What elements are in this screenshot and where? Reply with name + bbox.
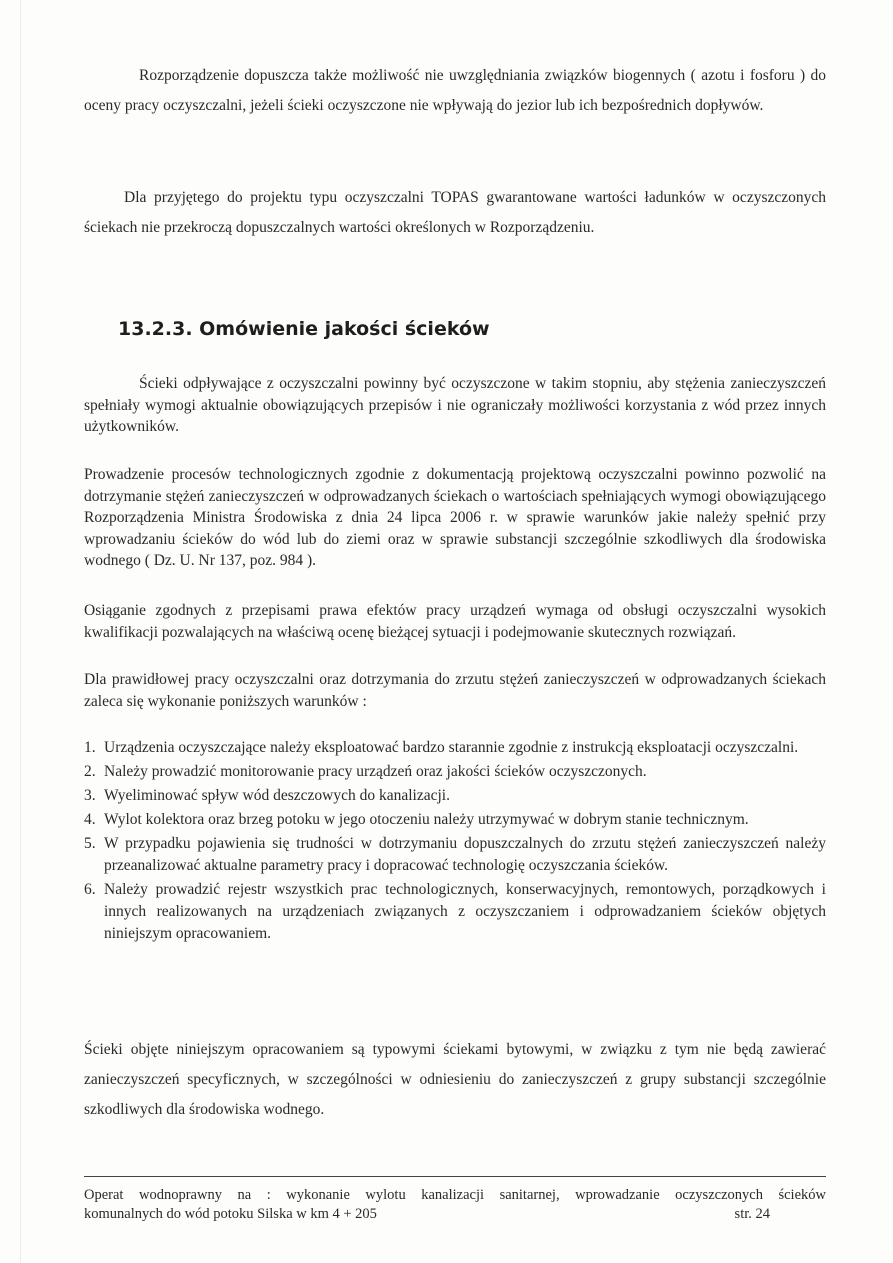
list-item-text: Wylot kolektora oraz brzeg potoku w jego otoczeniu należy utrzymywać w dobrym stanie technicznym. <box>104 811 749 828</box>
list-item <box>84 785 826 807</box>
list-item-text: W przypadku pojawienia się trudności w dotrzymaniu dopuszczalnych do zrzutu stężeń zanieczyszczeń należy przeanalizować aktualne parametry pracy i dopracować technologię oczyszczania ścieków. <box>104 835 826 874</box>
paragraph-processes: Prowadzenie procesów technologicznych zgodnie z dokumentacją projektową oczyszczalni powinno pozwolić na dotrzymanie stężeń zanieczyszczeń w odprowadzanych ściekach o wartościach spełniających wymogi obowiązującego Rozporządzenia Ministra Środowiska z dnia 24 lipca 2006 r. w sprawie warunków jakie należy spełnić przy wprowadzaniu ścieków do wód lub do ziemi oraz w sprawie substancji szczególnie szkodliwych dla środowiska wodnego ( Dz. U. Nr 137, poz. 984 ). <box>84 466 826 569</box>
footer-line-1: Operat wodnoprawny na : wykonanie wylotu kanalizacji sanitarnej, wprowadzanie oczyszczonych ścieków <box>84 1187 826 1203</box>
footer-line-2: komunalnych do wód potoku Silska w km 4 + 205 <box>84 1206 377 1222</box>
list-item-number: 2. <box>84 763 96 780</box>
page-footer <box>84 1186 826 1224</box>
paragraph-biogenic: Rozporządzenie dopuszcza także możliwość nie uwzględniania związków biogennych ( azotu i fosforu ) do oceny pracy oczyszczalni, jeżeli ścieki oczyszczone nie wpływają do jezior lub ich bezpośrednich dopływów. <box>84 67 826 114</box>
paragraph-domestic-sewage: Ścieki objęte niniejszym opracowaniem są typowymi ściekami bytowymi, w związku z tym nie będą zawierać zanieczyszczeń specyficznych, w szczególności w odniesieniu do zanieczyszczeń z grupy substancji szczególnie szkodliwych dla środowiska wodnego. <box>84 1041 826 1118</box>
footer-line-2-row <box>84 1205 826 1224</box>
list-item <box>84 737 826 759</box>
list-item-number: 1. <box>84 739 96 756</box>
list-item-number: 5. <box>84 835 96 852</box>
list-item-text: Urządzenia oczyszczające należy eksploatować bardzo starannie zgodnie z instrukcją eksploatacji oczyszczalni. <box>104 739 799 756</box>
paragraph-staff: Osiąganie zgodnych z przepisami prawa efektów pracy urządzeń wymaga od obsługi oczyszczalni wysokich kwalifikacji pozwalających na właściwą ocenę bieżącej sytuacji i podejmowanie skutecznych rozwiązań. <box>84 602 826 641</box>
paragraph-outflow: Ścieki odpływające z oczyszczalni powinny być oczyszczone w takim stopniu, aby stężenia zanieczyszczeń spełniały wymogi aktualnie obowiązujących przepisów i nie ograniczały możliwości korzystania z wód przez innych użytkowników. <box>84 375 826 435</box>
list-item <box>84 809 826 831</box>
list-item <box>84 761 826 783</box>
page-number: str. 24 <box>734 1206 770 1222</box>
list-item-text: Należy prowadzić monitorowanie pracy urządzeń oraz jakości ścieków oczyszczonych. <box>104 763 647 780</box>
scan-edge-line <box>20 0 21 1263</box>
list-item <box>84 833 826 877</box>
footer-divider <box>84 1176 826 1177</box>
section-heading: 13.2.3. Omówienie jakości ścieków <box>118 318 490 340</box>
list-item-text: Należy prowadzić rejestr wszystkich prac technologicznych, konserwacyjnych, remontowych, porządkowych i innych realizowanych na urządzeniach związanych z oczyszczaniem i odprowadzaniem ścieków objętych niniejszym opracowaniem. <box>104 881 826 942</box>
list-item-number: 3. <box>84 787 96 804</box>
list-item-text: Wyeliminować spływ wód deszczowych do kanalizacji. <box>104 787 450 804</box>
paragraph-conditions-intro: Dla prawidłowej pracy oczyszczalni oraz dotrzymania do zrzutu stężeń zanieczyszczeń w odprowadzanych ściekach zaleca się wykonanie poniższych warunków : <box>84 671 826 710</box>
list-item <box>84 879 826 945</box>
conditions-list <box>84 737 826 947</box>
list-item-number: 6. <box>84 881 96 898</box>
paragraph-topas: Dla przyjętego do projektu typu oczyszczalni TOPAS gwarantowane wartości ładunków w oczyszczonych ściekach nie przekroczą dopuszczalnych wartości określonych w Rozporządzeniu. <box>84 189 826 236</box>
list-item-number: 4. <box>84 811 96 828</box>
